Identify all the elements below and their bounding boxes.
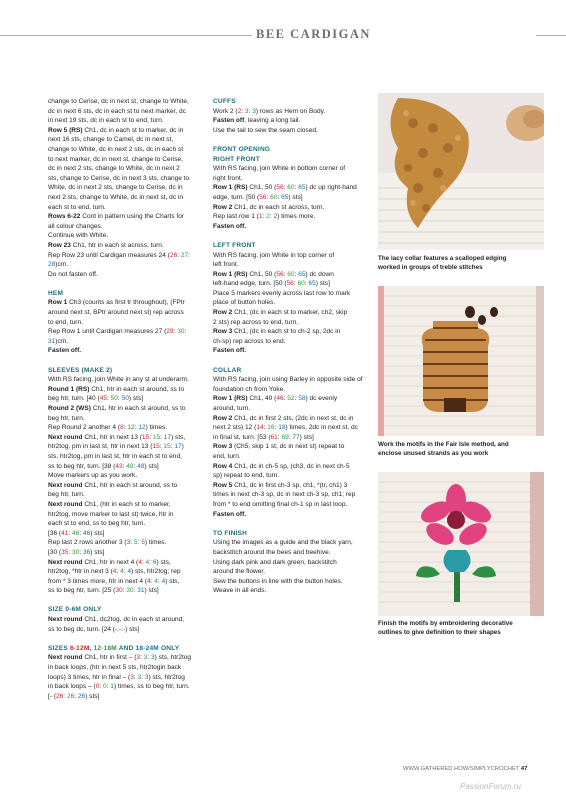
footer-url: WWW.GATHERED.HOW/SIMPLYCROCHET [403,766,520,772]
text-line: 2 sts) rep across to end, turn. [213,318,299,326]
row23-line: Row 23 Ch1, htr in each st across, turn. [48,241,164,249]
text-line: Fasten off. [213,347,247,355]
text-line: Row 2 Ch1, (dc in each st to marker, ch2, skip [213,309,348,317]
header-title: BEE CARDIGAN [256,27,371,41]
text-line: foundation ch from Yoke. [213,385,286,393]
photo-flower-motif [378,472,544,616]
text-line: in next 19 sts, dc in each st to end, turn. [48,117,164,125]
text-line: Place 5 markers evenly across last row to mark [213,289,351,297]
text-line: sp) repeat to end, turn. [213,472,280,480]
text-line: Row 2 Ch1, dc in first 2 sts, (2dc in next st, dc in [213,414,354,422]
pattern-column-1 [48,97,208,701]
section-heading-left-front: LEFT FRONT [213,241,256,249]
text-line: Rep Row 23 until Cardigan measures 24 (26: 27: [48,251,190,259]
text-line: to next marker, dc in next st, change to Cerise, [48,155,184,163]
text-line: backstitch around the bees and beehive. [213,548,331,556]
text-line: ch-sp) rep across to end. [213,337,286,345]
text-line: ss to beg dc, turn. [24 (-:-:-) sts] [48,625,140,633]
text-line: next 2 sts) 12 (14: 16: 18) times, 2dc in next st, dc [213,424,358,432]
text-line: Next round Ch1, htr in each st around, ss to [48,481,178,489]
section-heading-front-opening: FRONT OPENING [213,145,271,153]
text-line: Row 3 (Ch5, skip 1 st, dc in next st) repeat to [213,443,345,451]
text-line: htr2tog, move marker to last st) twice, htr in [48,510,174,518]
text-line: With RS facing, join using Barley in opposite side of [213,376,363,384]
text-line: Rep last 2 rows another 3 (3: 5: 5) times. [48,539,167,547]
text-line: change to White, dc in next 2 sts, dc in each st [48,145,184,153]
text-line: next 2 sts, change to White, dc in next st, dc in [48,193,184,201]
section-heading-cuffs: CUFFS [213,98,236,105]
text-line: Use the tail to sew the seam closed. [213,126,318,134]
text-line: Rep Row 1 until Cardigan measures 27 (29: 30: [48,328,187,336]
text-line: around the flower. [213,568,266,576]
text-line: Next round Ch1, htr in next 4 (4: 4: 6) sts, [48,558,171,566]
text-line: 31)cm. [48,337,69,345]
text-line: With RS facing, join White in bottom corner of [213,165,346,173]
text-line: Row 1 (RS) Ch1, 40 (46: 52: 58) dc evenly [213,395,338,403]
page-footer [403,766,527,772]
header-rule-right [536,35,566,36]
text-line: in back loops, (htr in next 5 sts, htr2togin back [48,664,182,672]
text-line: each st to end, ss to beg htr, turn. [48,520,146,528]
text-line: beg htr, turn. [48,414,85,422]
caption-fair-isle: Work the motifs in the Fair Isle method, and enclose unused strands as you work [378,441,509,457]
text-line: Work 2 (2: 3: 3) rows as Hem on Body. [213,107,326,115]
photo-beehive-motif [378,286,544,436]
text-line: in back loops – (0: 0: 1) times, ss to beg htr, turn. [48,683,190,691]
section-heading-size-0-6m: SIZE 0-6M ONLY [48,606,102,614]
text-line: Weave in all ends. [213,587,267,595]
text-line: Using dark pink and dark green, backstitch [213,558,337,566]
text-line: dc in next 2 sts, change to White, dc in next 2 [48,165,180,173]
text-line: place of button holes. [213,299,276,307]
text-line: [30 (35: 30: 36) sts] [48,548,105,556]
text-line: sts, change to Cerise, dc in next 3 sts, change to [48,174,190,182]
text-line: beg htr, turn. [48,491,85,499]
text-line: Rep last row 1 (1: 2: 2) times more. [213,213,316,221]
text-line: around next st, BPtr around next st) rep across [48,309,184,317]
text-line: Round 2 (WS) Ch1, htr in each st around, ss to [48,405,186,412]
rows6-22-line: Rows 6-22 Cont in pattern using the Charts for [48,213,185,221]
section-heading-to-finish: TO FINISH [213,529,248,537]
text-line: Row 1 (RS) Ch1, 50 (56: 60: 65) dc up right-hand [213,184,357,192]
text-line: each st to end, turn. [48,203,106,211]
text-line: change to Cerise, dc in next st, change to White, [48,98,189,105]
page-number: 47 [520,766,528,772]
text-line: end, turn. [213,452,241,460]
text-line: Fasten off, leaving a long tail. [213,117,301,125]
text-line: edge, turn. [50 (56: 60: 65) sts] [213,193,303,201]
text-line: sts, htr2tog, pm in last st, htr in each st to end, [48,452,182,460]
pattern-column-2 [213,97,373,596]
text-line: from * to end omitting final ch-1 sp in last loop. [213,500,348,508]
row5-line: Row 5 (RS) Ch1, dc in each st to marker, dc in [48,126,184,134]
text-line: ss to beg htr, turn. [38 (43: 48: 48) sts] [48,462,159,470]
text-line: all colour changes. [48,222,103,230]
text-line: Fasten off. [48,347,82,355]
text-line: times in next ch-3 sp, dc in next ch-3 sp, ch1; rep [213,491,356,499]
text-line: Fasten off. [213,510,247,518]
text-line: [- (26: 26: 26) sts] [48,692,100,700]
text-line: htr2tog, *htr in next 3 (4: 4: 4) sts, htr2tog; rep [48,568,181,576]
text-line: Row 3 Ch1, (dc in each st to ch-2 sp, 2dc in [213,328,341,336]
section-heading-sleeves: SLEEVES (MAKE 2) [48,366,113,374]
text-line: loops) 3 times, htr in final – (3: 3: 3) sts, htr2tog [48,673,185,681]
text-line: Do not fasten off. [48,270,98,278]
text-line: in final st, turn. [53 (61: 69: 77) sts] [213,433,314,441]
text-line: Row 1 Ch3 (counts as first tr throughout), (FPtr [48,299,185,307]
text-line: Next round Ch1, htr in first – (3: 3: 3) sts, htr2tog [48,654,192,662]
running-header [0,25,566,47]
text-line: With RS facing, join White in any st at underarm. [48,376,189,384]
header-rule [0,35,252,36]
text-line: White, dc in next 2 sts, change to Cerise, dc in [48,184,183,192]
section-heading-hem: HEM [48,289,64,297]
text-line: Continue with White. [48,232,109,240]
text-line: around, turn. [213,405,251,412]
text-line: Sew the buttons in line with the button holes. [213,577,343,585]
caption-lacy-collar: The lacy collar features a scalloped edging worked in groups of treble stitches [378,255,507,271]
text-line: Row 1 (RS) Ch1, 50 (56: 60: 65) dc down [213,270,334,278]
text-line: With RS facing, join White in top corner of [213,251,335,259]
text-line: Move markers up as you work. [48,472,138,480]
photo-lacy-collar [378,93,544,250]
text-line: left-hand edge, turn. [50 (56: 60: 65) sts] [213,280,330,288]
text-line: Using the images as a guide and the black yarn, [213,539,353,547]
text-line: Row 5 Ch1, dc in first ch-3 sp, ch1, *(tr, ch1) 3 [213,481,348,489]
section-heading-sizes: SIZES 6-12M, 12-18M AND 18-24M ONLY [48,644,180,652]
text-line: from * 3 times more, htr in next 4 (4: 4: 4) sts, [48,577,180,585]
text-line: Row 4 Ch1, dc in ch-5 sp, (ch3, dc in next ch-5 [213,462,350,470]
text-line: htr2tog, pm in last st, htr in next 13 (15: 15: 17) [48,443,184,451]
caption-embroidery: Finish the motifs by embroidering decorative outlines to give definition to their shapes [378,620,513,636]
text-line: Next round Ch1, (htr in each st to marker, [48,500,171,508]
text-line: beg htr, turn. [40 (45: 50: 50) sts] [48,395,144,403]
text-line: 28)cm. [48,261,69,269]
text-line: [36 (41: 46: 46) sts] [48,529,105,537]
text-line: Fasten off. [213,222,247,230]
text-line: Rep Round 2 another 4 (8: 12: 12) times. [48,424,168,432]
section-heading-right-front: RIGHT FRONT [213,155,260,163]
text-line: left front. [213,261,239,269]
text-line: Next round Ch1, dc2tog, dc in each st around, [48,616,185,624]
text-line: dc in next 6 sts, dc in each st to next marker, dc [48,107,186,115]
text-line: to end, turn. [48,318,83,326]
text-line: right front. [213,174,243,182]
text-line: ss to beg htr, turn. [25 (30: 30: 31) sts] [48,587,159,595]
text-line: Row 2 Ch1, dc in each st across, turn. [213,203,325,211]
watermark: PassionForum.ru [460,782,521,791]
section-heading-collar: COLLAR [213,366,242,374]
text-line: Round 1 (RS) Ch1, htr in each st around, ss to [48,385,185,393]
text-line: next 16 sts, change to Camel, dc in next st, [48,136,174,144]
text-line: Next round Ch1, htr in next 13 (15: 15: 17) sts, [48,433,186,441]
